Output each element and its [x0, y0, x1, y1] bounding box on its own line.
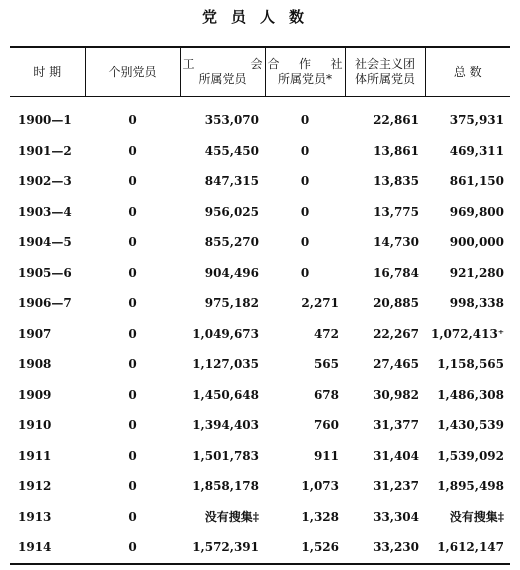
- header-period: 时 期: [10, 47, 85, 97]
- cell-union: 1,450,648: [192, 387, 259, 402]
- header-coop: [265, 47, 345, 97]
- cell-coop: 565: [313, 357, 339, 372]
- cell-social: 31,377: [373, 418, 419, 433]
- table-row: [10, 166, 510, 197]
- cell-individual: 0: [128, 418, 137, 433]
- header-social-line1: 社会主义团: [354, 57, 415, 71]
- cell-union: 没有搜集‡: [204, 510, 259, 525]
- cell-union: 1,127,035: [192, 357, 259, 372]
- cell-total: 998,338: [449, 296, 504, 311]
- cell-period: 1914: [10, 532, 85, 564]
- cell-social: 14,730: [373, 235, 419, 250]
- cell-social: 22,267: [373, 326, 419, 341]
- header-union: [180, 47, 265, 97]
- header-coop-line1: 合作社: [267, 57, 343, 71]
- cell-period: 1909: [18, 387, 52, 402]
- cell-coop: 1,328: [301, 509, 339, 524]
- cell-individual: 0: [128, 509, 137, 524]
- table-row: [10, 502, 510, 533]
- cell-total: 1,612,147: [425, 532, 510, 564]
- table-row: [10, 288, 510, 319]
- cell-period: 1910: [18, 418, 52, 433]
- cell-individual: 0: [128, 357, 137, 372]
- cell-period: 1908: [18, 357, 52, 372]
- cell-individual: 0: [128, 143, 137, 158]
- cell-union: 847,315: [204, 174, 259, 189]
- cell-total: 375,931: [449, 113, 504, 128]
- cell-period: 1904—5: [18, 235, 72, 250]
- header-coop-line2: 所属党员*: [277, 72, 332, 86]
- header-union-line2: 所属党员: [198, 72, 247, 86]
- cell-period: 1907: [18, 326, 52, 341]
- header-row: [10, 47, 510, 97]
- cell-total: 没有搜集‡: [449, 510, 504, 525]
- cell-total: 469,311: [449, 143, 504, 158]
- cell-social: 16,784: [373, 265, 419, 280]
- table-row: [10, 349, 510, 380]
- cell-social: 20,885: [373, 296, 419, 311]
- cell-coop: 1,526: [265, 532, 345, 564]
- header-union-line1: 工 会: [182, 57, 263, 71]
- cell-union: 1,394,403: [192, 418, 259, 433]
- table-row: [10, 197, 510, 228]
- cell-period: 1911: [18, 448, 52, 463]
- cell-individual: 0: [128, 265, 137, 280]
- cell-period: 1902—3: [18, 174, 72, 189]
- cell-coop: 911: [313, 448, 339, 463]
- cell-total: 1,486,308: [437, 387, 504, 402]
- cell-coop: 1,073: [301, 479, 339, 494]
- cell-total: 969,800: [449, 204, 504, 219]
- cell-union: 1,858,178: [192, 479, 259, 494]
- cell-union: 353,070: [204, 113, 259, 128]
- header-social-line2: 体所属党员: [354, 72, 415, 86]
- cell-union: 956,025: [204, 204, 259, 219]
- table-row: [10, 532, 510, 564]
- cell-individual: 0: [128, 113, 137, 128]
- cell-coop: 0: [300, 204, 310, 219]
- table-body: [10, 97, 510, 564]
- cell-coop: 472: [313, 326, 339, 341]
- cell-period: 1903—4: [18, 204, 72, 219]
- cell-union: 455,450: [204, 143, 259, 158]
- cell-individual: 0: [128, 448, 137, 463]
- cell-coop: 0: [300, 143, 310, 158]
- table-title: 党员人数: [201, 8, 318, 26]
- table-row: [10, 227, 510, 258]
- cell-union: 1,049,673: [192, 326, 259, 341]
- cell-total: 1,430,539: [437, 418, 504, 433]
- table-row: [10, 441, 510, 472]
- cell-coop: 760: [313, 418, 339, 433]
- cell-coop: 0: [300, 113, 310, 128]
- table-row: [10, 97, 510, 136]
- membership-table: [10, 46, 510, 565]
- cell-period: 1906—7: [18, 296, 72, 311]
- cell-period: 1905—6: [18, 265, 72, 280]
- cell-total: 861,150: [449, 174, 504, 189]
- cell-union: 975,182: [204, 296, 259, 311]
- cell-individual: 0: [128, 479, 137, 494]
- header-social: [345, 47, 425, 97]
- cell-social: 31,237: [373, 479, 419, 494]
- cell-period: 1913: [18, 509, 52, 524]
- cell-total: 900,000: [449, 235, 504, 250]
- table-row: [10, 258, 510, 289]
- cell-total: 921,280: [449, 265, 504, 280]
- cell-coop: 678: [313, 387, 339, 402]
- table-row: [10, 471, 510, 502]
- cell-coop: 0: [300, 235, 310, 250]
- cell-social: 13,861: [373, 143, 419, 158]
- cell-coop: 0: [300, 174, 310, 189]
- cell-union: 904,496: [204, 265, 259, 280]
- table-row: [10, 380, 510, 411]
- cell-social: 33,304: [373, 509, 419, 524]
- table-row: [10, 136, 510, 167]
- cell-social: 30,982: [373, 387, 419, 402]
- cell-social: 13,775: [373, 204, 419, 219]
- cell-coop: 2,271: [301, 296, 339, 311]
- table-row: [10, 319, 510, 350]
- cell-individual: 0: [128, 296, 137, 311]
- cell-total: 1,072,413⁺: [431, 326, 505, 341]
- cell-individual: 0: [85, 532, 180, 564]
- cell-union: 855,270: [204, 235, 259, 250]
- cell-individual: 0: [128, 204, 137, 219]
- cell-period: 1912: [18, 479, 52, 494]
- header-individual: 个别党员: [85, 47, 180, 97]
- table-row: [10, 410, 510, 441]
- cell-social: 22,861: [373, 113, 419, 128]
- header-total: 总 数: [425, 47, 510, 97]
- cell-individual: 0: [128, 174, 137, 189]
- cell-union: 1,501,783: [192, 448, 259, 463]
- cell-social: 27,465: [373, 357, 419, 372]
- cell-total: 1,158,565: [437, 357, 504, 372]
- cell-period: 1901—2: [18, 143, 72, 158]
- cell-social: 13,835: [373, 174, 419, 189]
- cell-individual: 0: [128, 326, 137, 341]
- cell-individual: 0: [128, 387, 137, 402]
- cell-coop: 0: [300, 265, 310, 280]
- cell-social: 31,404: [373, 448, 419, 463]
- cell-period: 1900—1: [18, 113, 72, 128]
- cell-union: 1,572,391: [180, 532, 265, 564]
- cell-individual: 0: [128, 235, 137, 250]
- cell-total: 1,895,498: [437, 479, 504, 494]
- cell-social: 33,230: [345, 532, 425, 564]
- cell-total: 1,539,092: [437, 448, 504, 463]
